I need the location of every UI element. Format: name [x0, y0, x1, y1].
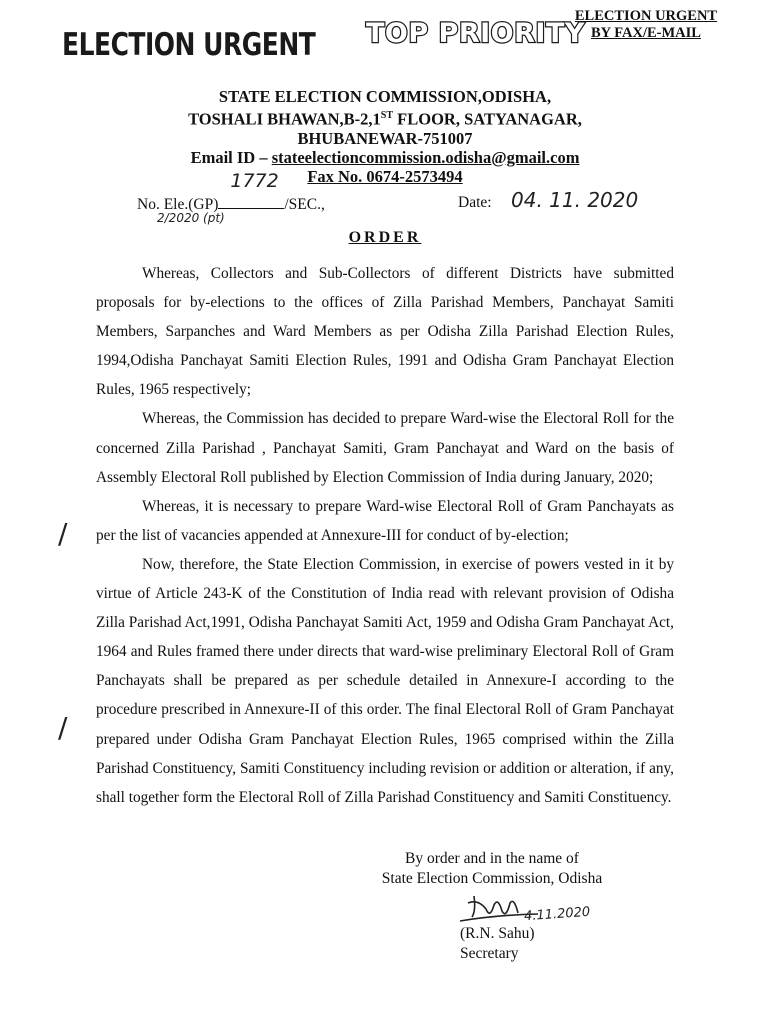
signature-date: 4.11.2020: [523, 904, 591, 925]
date-handwritten: 04. 11. 2020: [511, 188, 639, 212]
address-line-pre: TOSHALI BHAWAN,B-2,1: [188, 109, 381, 129]
date-label: Date:: [458, 194, 492, 211]
address-line-sup: ST: [380, 110, 394, 121]
address-line: [0, 106, 770, 129]
signatory-designation: Secretary: [460, 945, 519, 962]
city-line: BHUBANEWAR-751007: [297, 128, 473, 148]
reference-blank: [218, 170, 284, 209]
margin-mark-1: /: [58, 517, 68, 550]
email-link[interactable]: stateelectioncommission.odisha@gmail.com: [271, 147, 580, 167]
order-title: ORDER: [348, 229, 422, 246]
paragraph-2: Whereas, the Commission has decided to prepare Ward-wise the Electoral Roll for the concerned Zilla Parishad , Panchayat Samiti, Gram Panchayat and Ward on the basis of Assembly Electoral Roll published by Election Commission of India during January, 2020;: [96, 410, 674, 486]
stamp-election-urgent: ELECTION URGENT: [62, 26, 316, 63]
file-number-handwritten: 2/2020 (pt): [157, 211, 225, 225]
stamp-top-priority: TOP PRIORITY: [366, 18, 585, 49]
paragraph-1: Whereas, Collectors and Sub-Collectors of different Districts have submitted proposals for by-elections to the offices of Zilla Parishad Members, Panchayat Samiti Members, Sarpanches and Ward Members as per Odisha Zilla Parishad Election Rules, 1994,Odisha Panchayat Samiti Election Rules, 1991 and Odisha Gram Panchayat Election Rules, 1965 respectively;: [96, 265, 674, 399]
commission-name: STATE ELECTION COMMISSION,ODISHA,: [218, 87, 552, 106]
reference-prefix: No. Ele.(GP): [137, 196, 219, 213]
signoff-line1: By order and in the name of: [405, 850, 579, 867]
signatory: [460, 924, 534, 964]
stamp-fax-email: [566, 8, 726, 42]
stamp-right-line2: BY FAX/E-MAIL: [591, 25, 701, 41]
letterhead: [0, 87, 770, 186]
paragraph-3: Whereas, it is necessary to prepare Ward-wise Electoral Roll of Gram Panchayats as per the list of vacancies appended at Annexure-III for conduct of by-election;: [96, 497, 674, 544]
fax-line: Fax No. 0674-2573494: [307, 166, 463, 186]
email-line: [0, 148, 770, 167]
email-label: Email ID –: [190, 147, 272, 167]
order-body: [96, 259, 674, 812]
margin-mark-2: /: [58, 711, 68, 744]
signoff-block: [376, 849, 608, 889]
paragraph-4: Now, therefore, the State Election Commission, in exercise of powers vested in it by virtue of Article 243-K of the Constitution of India read with relevant provision of Odisha Zilla Parishad Act,1991, Odisha Panchayat Samiti Act, 1959 and Odisha Gram Panchayat Act, 1964 and Rules framed there under directs that ward-wise preliminary Electoral Roll of Gram Panchayats shall be prepared as per schedule detailed in Annexure-I according to the procedure prescribed in Annexure-II of this order. The final Electoral Roll of Gram Panchayat prepared under Odisha Gram Panchayat Election Rules, 1965 comprised within the Zilla Parishad Constituency, Samiti Constituency including revision or addition or alteration, if any, shall together form the Electoral Roll of Zilla Parishad Constituency and Samiti Constituency.: [96, 555, 674, 806]
reference-number-handwritten: 1772: [230, 170, 279, 192]
address-line-post: FLOOR, SATYANAGAR,: [393, 109, 582, 129]
reference-suffix: /SEC.,: [284, 196, 325, 213]
signoff-line2: State Election Commission, Odisha: [381, 870, 603, 887]
stamp-right-line1: ELECTION URGENT: [574, 8, 718, 24]
signatory-name: (R.N. Sahu): [460, 925, 535, 942]
